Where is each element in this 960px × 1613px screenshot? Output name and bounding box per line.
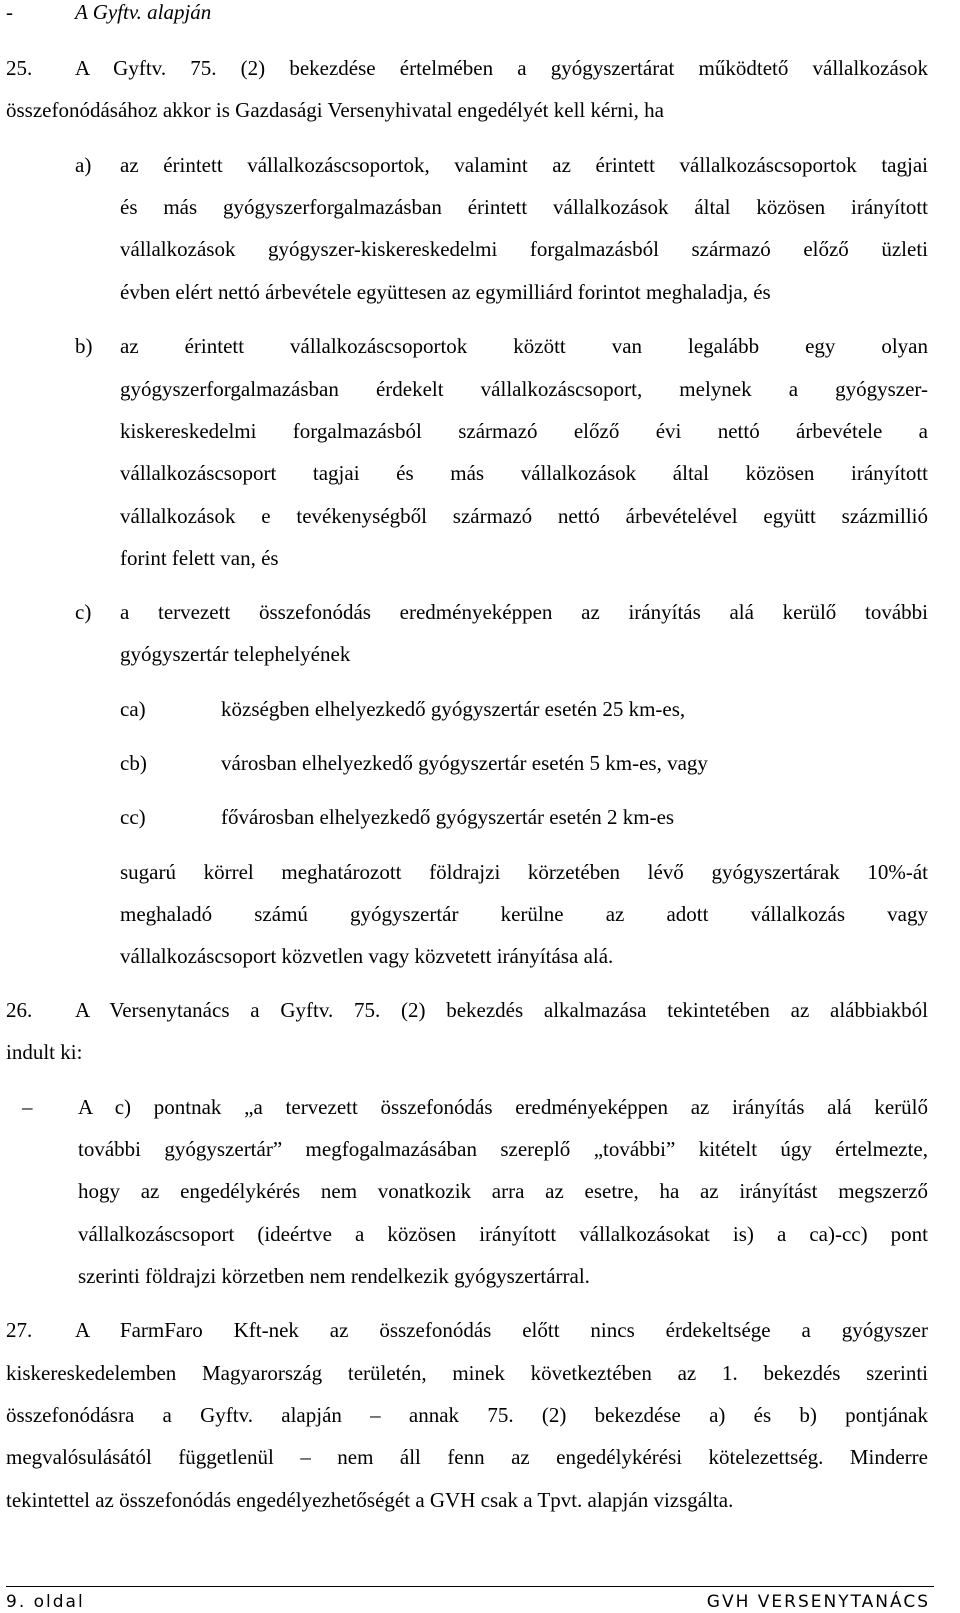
item-b-line: gyógyszerforgalmazásban érdekelt vállalkozáscsoport, melynek a gyógyszer- [120,379,928,401]
item-c-line: gyógyszertár telephelyének [120,642,351,666]
subitem-label: cb) [120,751,147,775]
item-b-line: vállalkozáscsoport tagjai és más vállalkozások által közösen irányított [120,463,928,485]
item-b-line: kiskereskedelmi forgalmazásból származó előző évi nettó árbevétele a [120,421,928,443]
bullet-line: hogy az engedélykérés nem vonatkozik arra az esetre, ha az irányítást megszerző [78,1181,928,1203]
bullet-line: vállalkozáscsoport (ideértve a közösen irányított vállalkozásokat is) a ca)-cc) pont [78,1224,928,1246]
paragraph-line: összefonódásához akkor is Gazdasági Versenyhivatal engedélyét kell kérni, ha [6,98,664,122]
paragraph-line: A Gyftv. 75. (2) bekezdése értelmében a gyógyszertárat működtető vállalkozások [75,58,928,80]
item-b-line: az érintett vállalkozáscsoportok között van legalább egy olyan [120,336,928,358]
item-a-line: az érintett vállalkozáscsoportok, valamint az érintett vállalkozáscsoportok tagjai [120,155,928,177]
item-label-b: b) [75,334,93,358]
paragraph-line: tekintettel az összefonódás engedélyezhetőségét a GVH csak a Tpvt. alapján vizsgálta. [6,1488,734,1512]
paragraph-number: 25. [6,56,33,80]
item-a-line: vállalkozások gyógyszer-kiskereskedelmi forgalmazásból származó előző üzleti [120,239,928,261]
bullet-line: szerinti földrajzi körzetben nem rendelkezik gyógyszertárral. [78,1264,590,1288]
top-line-text: A Gyftv. alapján [75,0,212,24]
bullet-line: A c) pontnak „a tervezett összefonódás eredményeképpen az irányítás alá kerülő [78,1097,928,1119]
paragraph-line: összefonódásra a Gyftv. alapján – annak 75. (2) bekezdése a) és b) pontjának [6,1405,928,1427]
subitem-text: községben elhelyezkedő gyógyszertár esetén 25 km-es, [221,697,686,721]
top-line-dash: - [6,0,13,24]
item-a-line: és más gyógyszerforgalmazásban érintett vállalkozások által közösen irányított [120,197,928,219]
paragraph-number: 27. [6,1318,33,1342]
paragraph-line: A Versenytanács a Gyftv. 75. (2) bekezdés alkalmazása tekintetében az alábbiakból [75,1000,928,1022]
footer-page-number: 9. oldal [6,1592,85,1612]
subitem-label: cc) [120,805,146,829]
paragraph-line: kiskereskedelemben Magyarország területén, minek következtében az 1. bekezdés szerinti [6,1363,928,1385]
subitem-label: ca) [120,697,146,721]
item-c-tail-line: meghaladó számú gyógyszertár kerülne az adott vállalkozás vagy [120,904,928,926]
item-c-line: a tervezett összefonódás eredményeképpen az irányítás alá kerülő további [120,602,928,624]
subitem-text: városban elhelyezkedő gyógyszertár esetén 5 km-es, vagy [221,751,708,775]
item-b-line: forint felett van, és [120,546,279,570]
bullet-line: további gyógyszertár” megfogalmazásában szereplő „további” kitételt úgy értelmezte, [78,1139,928,1161]
footer-rule [6,1586,934,1587]
footer-organization: GVH VERSENYTANÁCS [706,1592,930,1612]
bullet-dash: – [22,1095,33,1119]
item-a-line: évben elért nettó árbevétele együttesen az egymilliárd forintot meghaladja, és [120,280,771,304]
item-label-a: a) [75,153,92,177]
paragraph-line: megvalósulásától függetlenül – nem áll fenn az engedélykérési kötelezettség. Minderre [6,1447,928,1469]
paragraph-number: 26. [6,998,33,1022]
paragraph-line: indult ki: [6,1040,83,1064]
subitem-text: fővárosban elhelyezkedő gyógyszertár esetén 2 km-es [221,805,675,829]
item-c-tail-line: sugarú körrel meghatározott földrajzi körzetében lévő gyógyszertárak 10%-át [120,862,928,884]
item-c-tail-line: vállalkozáscsoport közvetlen vagy közvetett irányítása alá. [120,944,614,968]
item-label-c: c) [75,600,92,624]
item-b-line: vállalkozások e tevékenységből származó nettó árbevételével együtt százmillió [120,506,928,528]
paragraph-line: A FarmFaro Kft-nek az összefonódás előtt nincs érdekeltsége a gyógyszer [75,1320,928,1342]
